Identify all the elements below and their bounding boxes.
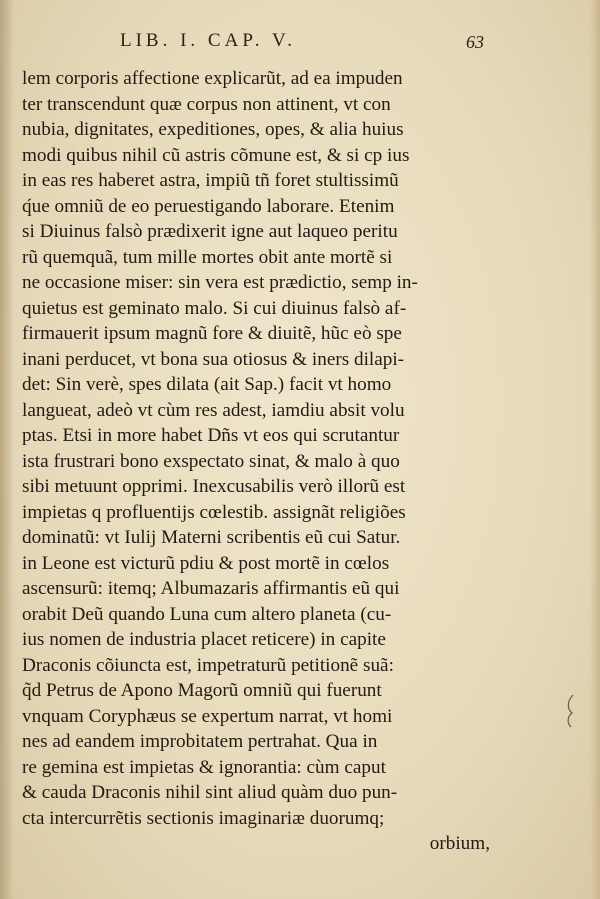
text-line: in eas res haberet astra, impiũ tñ foret stultissimũ [22,170,399,191]
text-line: cta intercurrẽtis sectionis imaginariæ duorumq; [22,807,385,829]
text-line: si Diuinus falsò prædixerit igne aut laqueo peritu [22,221,398,242]
text-line: det: Sin verè, spes dilata (ait Sap.) facit vt homo [22,374,392,395]
text-line: inani perducet, vt bona sua otiosus & iners dilapi- [22,348,405,370]
text-line: ius nomen de industria placet reticere) in capite [22,629,386,650]
text-line: impietas q profluentijs cœlestib. assignãt religiões [22,501,406,523]
text-line: ter transcendunt quæ corpus non attinent, vt con [22,93,391,115]
text-line: modi quibus nihil cũ astris cõmune est, & si cp ius [22,144,410,166]
text-line: orabit Deũ quando Luna cum altero planeta (cu- [22,603,392,625]
text-line: nubia, dignitates, expeditiones, opes, & alia huius [22,119,404,140]
text-line: langueat, adeò vt cùm res adest, iamdiu absit volu [22,399,405,421]
text-line: q̃d Petrus de Apono Magorũ omniũ qui fuerunt [22,680,382,701]
text-line: Draconis cõiuncta est, impetraturũ petitionẽ suã: [22,654,394,676]
catchword: orbium, [429,833,490,854]
marginal-bracket-icon [564,693,578,729]
text-line: re gemina est impietas & ignorantia: cùm caput [22,756,386,778]
text-line: ascensurũ: itemq; Albumazaris affirmantis eũ qui [22,578,400,599]
text-line: lem corporis affectione explicarũt, ad ea impuden [22,68,403,89]
text-line: dominatũ: vt Iulij Materni scribentis eũ cui Satur. [22,527,401,548]
text-line: firmauerit ipsum magnũ fore & diuitẽ, hũc eò spe [22,323,402,344]
text-line: sibi metuunt opprimi. Inexcusabilis verò illorũ est [22,476,406,497]
text-line: rũ quemquã, tum mille mortes obit ante mortẽ si [22,246,393,268]
text-line: ne occasione miser: sin vera est prædictio, semp in- [22,272,418,293]
text-line: in Leone est victurũ pdiu & post mortẽ in cœlos [22,552,390,574]
text-line: quietus est geminato malo. Si cui diuinus falsò af- [22,297,407,319]
text-line: q́ue omniũ de eo peruestigando laborare. Etenim [22,195,395,217]
text-line: ptas. Etsi in more habet Dñs vt eos qui scrutantur [22,425,400,446]
text-line: nes ad eandem improbitatem pertrahat. Qua in [22,731,378,752]
text-line: vnquam Coryphæus se expertum narrat, vt homi [22,705,393,727]
text-line: ista frustrari bono exspectato sinat, & malo à quo [22,450,400,472]
text-line: & cauda Draconis nihil sint aliud quàm duo pun- [22,782,398,803]
body-text [22,66,492,857]
running-head: LIB. I. CAP. V. [120,30,296,51]
page-number: 63 [466,32,484,52]
